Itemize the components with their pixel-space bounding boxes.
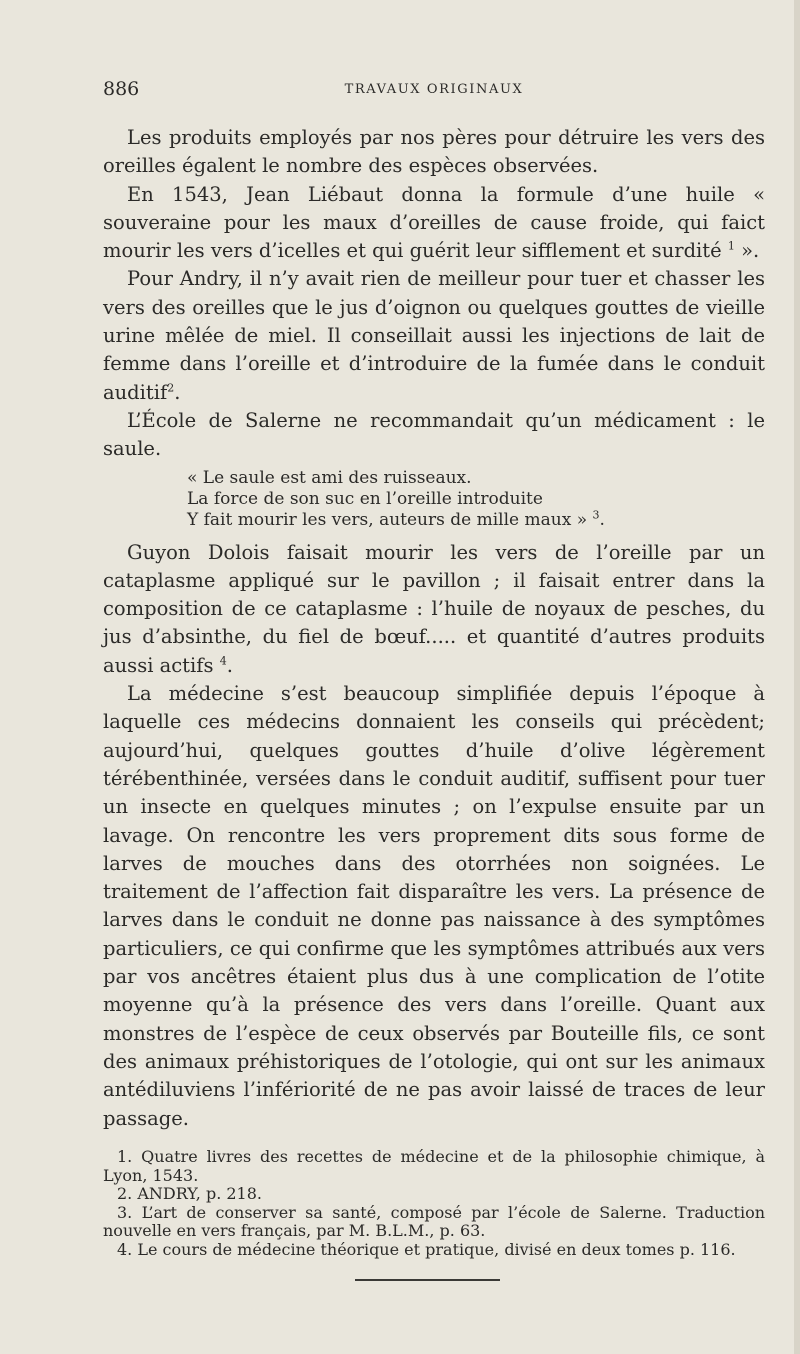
paragraph: En 1543, Jean Liébaut donna la formule d’une huile « souveraine pour les maux d’oreilles de cause froide, qui faict mourir les vers d’icelles et qui guérit leur sifflement et surdité $^1$ ». — [103, 182, 765, 263]
verse-quote — [187, 468, 765, 531]
footnote: 2. ANDRY, p. 218. — [117, 1184, 262, 1203]
page-edge — [794, 0, 800, 1354]
paragraph: Guyon Dolois faisait mourir les vers de l’oreille par un cataplasme appliqué sur le pavillon ; il faisait entrer dans la composition de ce cataplasme : l’huile de noyaux de pesches, du jus d’absinthe, du fiel de bœuf..... et quantité d’autres produits aussi actifs $^4$. — [103, 540, 765, 677]
paragraph: Les produits employés par nos pères pour détruire les vers des oreilles égalent le nombre des espèces observées. — [103, 126, 765, 178]
paragraph: La médecine s’est beaucoup simplifiée depuis l’époque à laquelle ces médecins donnaient les conseils qui précèdent; aujourd’hui, quelques gouttes d’huile d’olive légèrement térébenthinée, versées dans le conduit auditif, suffisent pour tuer un insecte en quelques minutes ; on l’expulse ensuite par un lavage. On rencontre les vers proprement dits sous forme de larves de mouches dans des otorrhées non soignées. Le traitement de l’affection fait disparaître les vers. La présence de larves dans le conduit ne donne pas naissance à des symptômes particuliers, ce qui confirme que les symptômes attribués aux vers par vos ancêtres étaient plus dus à une complication de l’otite moyenne qu’à la présence des vers dans l’oreille. Quant aux monstres de l’espèce de ceux observés par Bouteille fils, ce sont des animaux préhistoriques de l’otologie, qui ont sur les animaux antédiluviens l’infériorité de ne pas avoir laissé de traces de leur passage. — [103, 682, 765, 1130]
footnote: 1. Quatre livres des recettes de médecine et de la philosophie chimique, à Lyon, 1543. — [103, 1147, 765, 1185]
verse-line: Y fait mourir les vers, auteurs de mille maux » $^3$. — [187, 507, 605, 530]
main-text — [103, 124, 765, 1133]
page-header — [103, 78, 765, 102]
footnote: 4. Le cours de médecine théorique et pratique, divisé en deux tomes p. 116. — [117, 1239, 736, 1259]
footnote-ref: 4 — [219, 654, 227, 668]
footnote-ref: 1 — [727, 239, 735, 253]
footnote: 3. L’art de conserver sa santé, composé par l’école de Salerne. Traduction nouvelle en vers français, par M. B.L.M., p. 63. — [103, 1202, 765, 1240]
footer-rule — [355, 1279, 500, 1281]
footnote-ref: 2 — [167, 381, 175, 395]
verse-line: « Le saule est ami des ruisseaux. — [187, 467, 472, 488]
footnote-ref: 3 — [592, 507, 600, 521]
paragraph: L’École de Salerne ne recommandait qu’un médicament : le saule. — [103, 408, 765, 461]
running-title: TRAVAUX ORIGINAUX — [344, 82, 524, 97]
footnotes — [103, 1148, 765, 1259]
paragraph: Pour Andry, il n’y avait rien de meilleur pour tuer et chasser les vers des oreilles que le jus d’oignon ou quelques gouttes de vieille urine mêlée de miel. Il conseillait aussi les injections de lait de femme dans l’oreille et d’introduire de la fumée dans le conduit auditif$^2$. — [103, 267, 765, 404]
page-number: 886 — [103, 78, 140, 100]
verse-line: La force de son suc en l’oreille introduite — [187, 488, 543, 509]
